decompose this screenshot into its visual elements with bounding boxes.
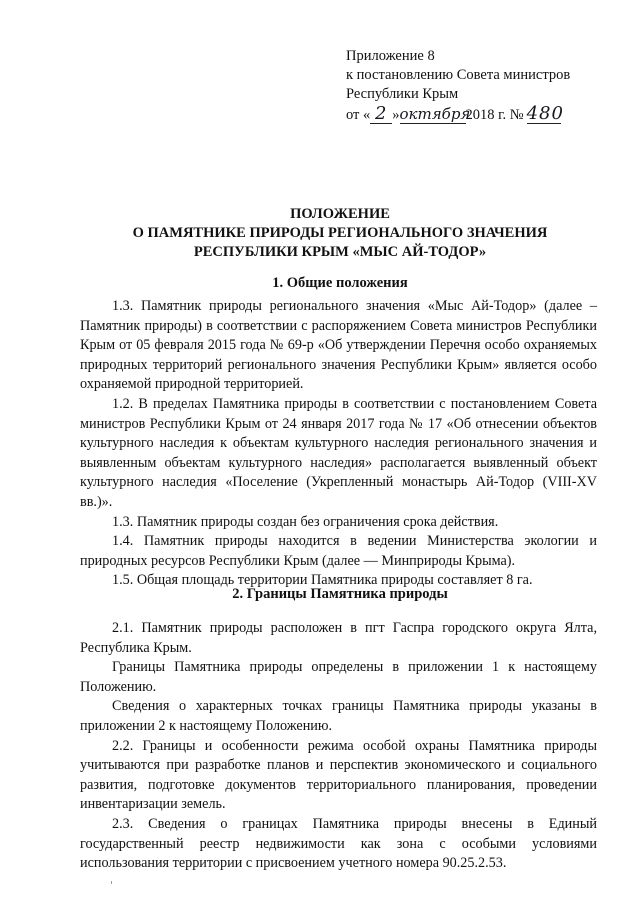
paragraph-2-2-boundary-regime: 2.2. Границы и особенности режима особой охраны Памятника природы учитываются при разработке планов и перспектив экономического и социального развития, подготовке документов территориального планирования, проведении инвентаризации земель. bbox=[80, 737, 597, 813]
month-underline bbox=[399, 105, 471, 125]
section-1-heading: 1. Общие положения bbox=[272, 275, 408, 291]
appendix-label: Приложение 8 bbox=[346, 48, 435, 64]
day-underline bbox=[370, 104, 392, 125]
paragraph-boundary-points-appendix-2: Сведения о характерных точках границы Памятника природы указаны в приложении 2 к настоящему Положению. bbox=[80, 698, 597, 734]
section-1-body bbox=[80, 297, 597, 591]
appendix-resolution-line: к постановлению Совета министров bbox=[346, 67, 571, 83]
handwritten-day: 2 bbox=[375, 103, 388, 124]
paragraph-boundaries-appendix-1: Границы Памятника природы определены в приложении 1 к настоящему Положению. bbox=[80, 659, 597, 695]
appendix-header bbox=[346, 47, 570, 125]
paragraph-2-3-registry: 2.3. Сведения о границах Памятника природы внесены в Единый государственный реестр недвижимости как зона с особыми условиями использования территории с присвоением учетного номера 90.25.2.53. bbox=[80, 815, 597, 872]
title-line-2: О ПАМЯТНИКЕ ПРИРОДЫ РЕГИОНАЛЬНОГО ЗНАЧЕНИЯ bbox=[132, 225, 548, 241]
section-2-heading: 2. Границы Памятника природы bbox=[232, 586, 448, 602]
title-line-3: РЕСПУБЛИКИ КРЫМ «МЫС АЙ-ТОДОР» bbox=[193, 244, 487, 260]
scan-speck bbox=[111, 881, 112, 884]
appendix-date-line bbox=[346, 104, 570, 125]
handwritten-month: октября bbox=[399, 105, 471, 123]
date-prefix: от « bbox=[346, 107, 371, 123]
paragraph-1-3-term: 1.3. Памятник природы создан без ограничения срока действия. bbox=[112, 513, 499, 530]
document-title bbox=[80, 205, 600, 262]
paragraph-1-4-management: 1.4. Памятник природы находится в ведении Министерства экологии и природных ресурсов Республики Крым (далее — Минприроды Крыма). bbox=[80, 533, 597, 569]
date-suffix: 2018 г. № bbox=[465, 107, 524, 123]
date-mid: » bbox=[392, 107, 400, 123]
section-2-body bbox=[80, 619, 597, 874]
handwritten-number: 480 bbox=[526, 103, 564, 124]
number-underline bbox=[526, 103, 564, 125]
paragraph-2-1-location: 2.1. Памятник природы расположен в пгт Гаспра городского округа Ялта, Республика Крым. bbox=[80, 620, 597, 656]
paragraph-1-5-area: 1.5. Общая площадь территории Памятника природы составляет 8 га. bbox=[112, 572, 533, 589]
paragraph-1-2-cultural-heritage: 1.2. В пределах Памятника природы в соответствии с постановлением Совета министров Республики Крым от 24 января 2017 года № 17 «Об отнесении объектов культурного наследия к объектам культурного наследия регионального значения и выявленным объектам культурного наследия» располагается выявленный объект культурного наследия «Поселение (Укрепленный монастырь Ай-Тодор (VIII-XV вв.)». bbox=[80, 395, 597, 510]
title-line-1: ПОЛОЖЕНИЕ bbox=[290, 206, 390, 222]
paragraph-1-3-legal-status: 1.3. Памятник природы регионального значения «Мыс Ай-Тодор» (далее – Памятник природы) в соответствии с распоряжением Совета министров Республики Крым от 05 февраля 2015 года № 69-р «Об утверждении Перечня особо охраняемых природных территорий регионального значения Республики Крым» является особо охраняемой природной территорией. bbox=[80, 298, 597, 393]
appendix-republic-line: Республики Крым bbox=[346, 86, 459, 102]
